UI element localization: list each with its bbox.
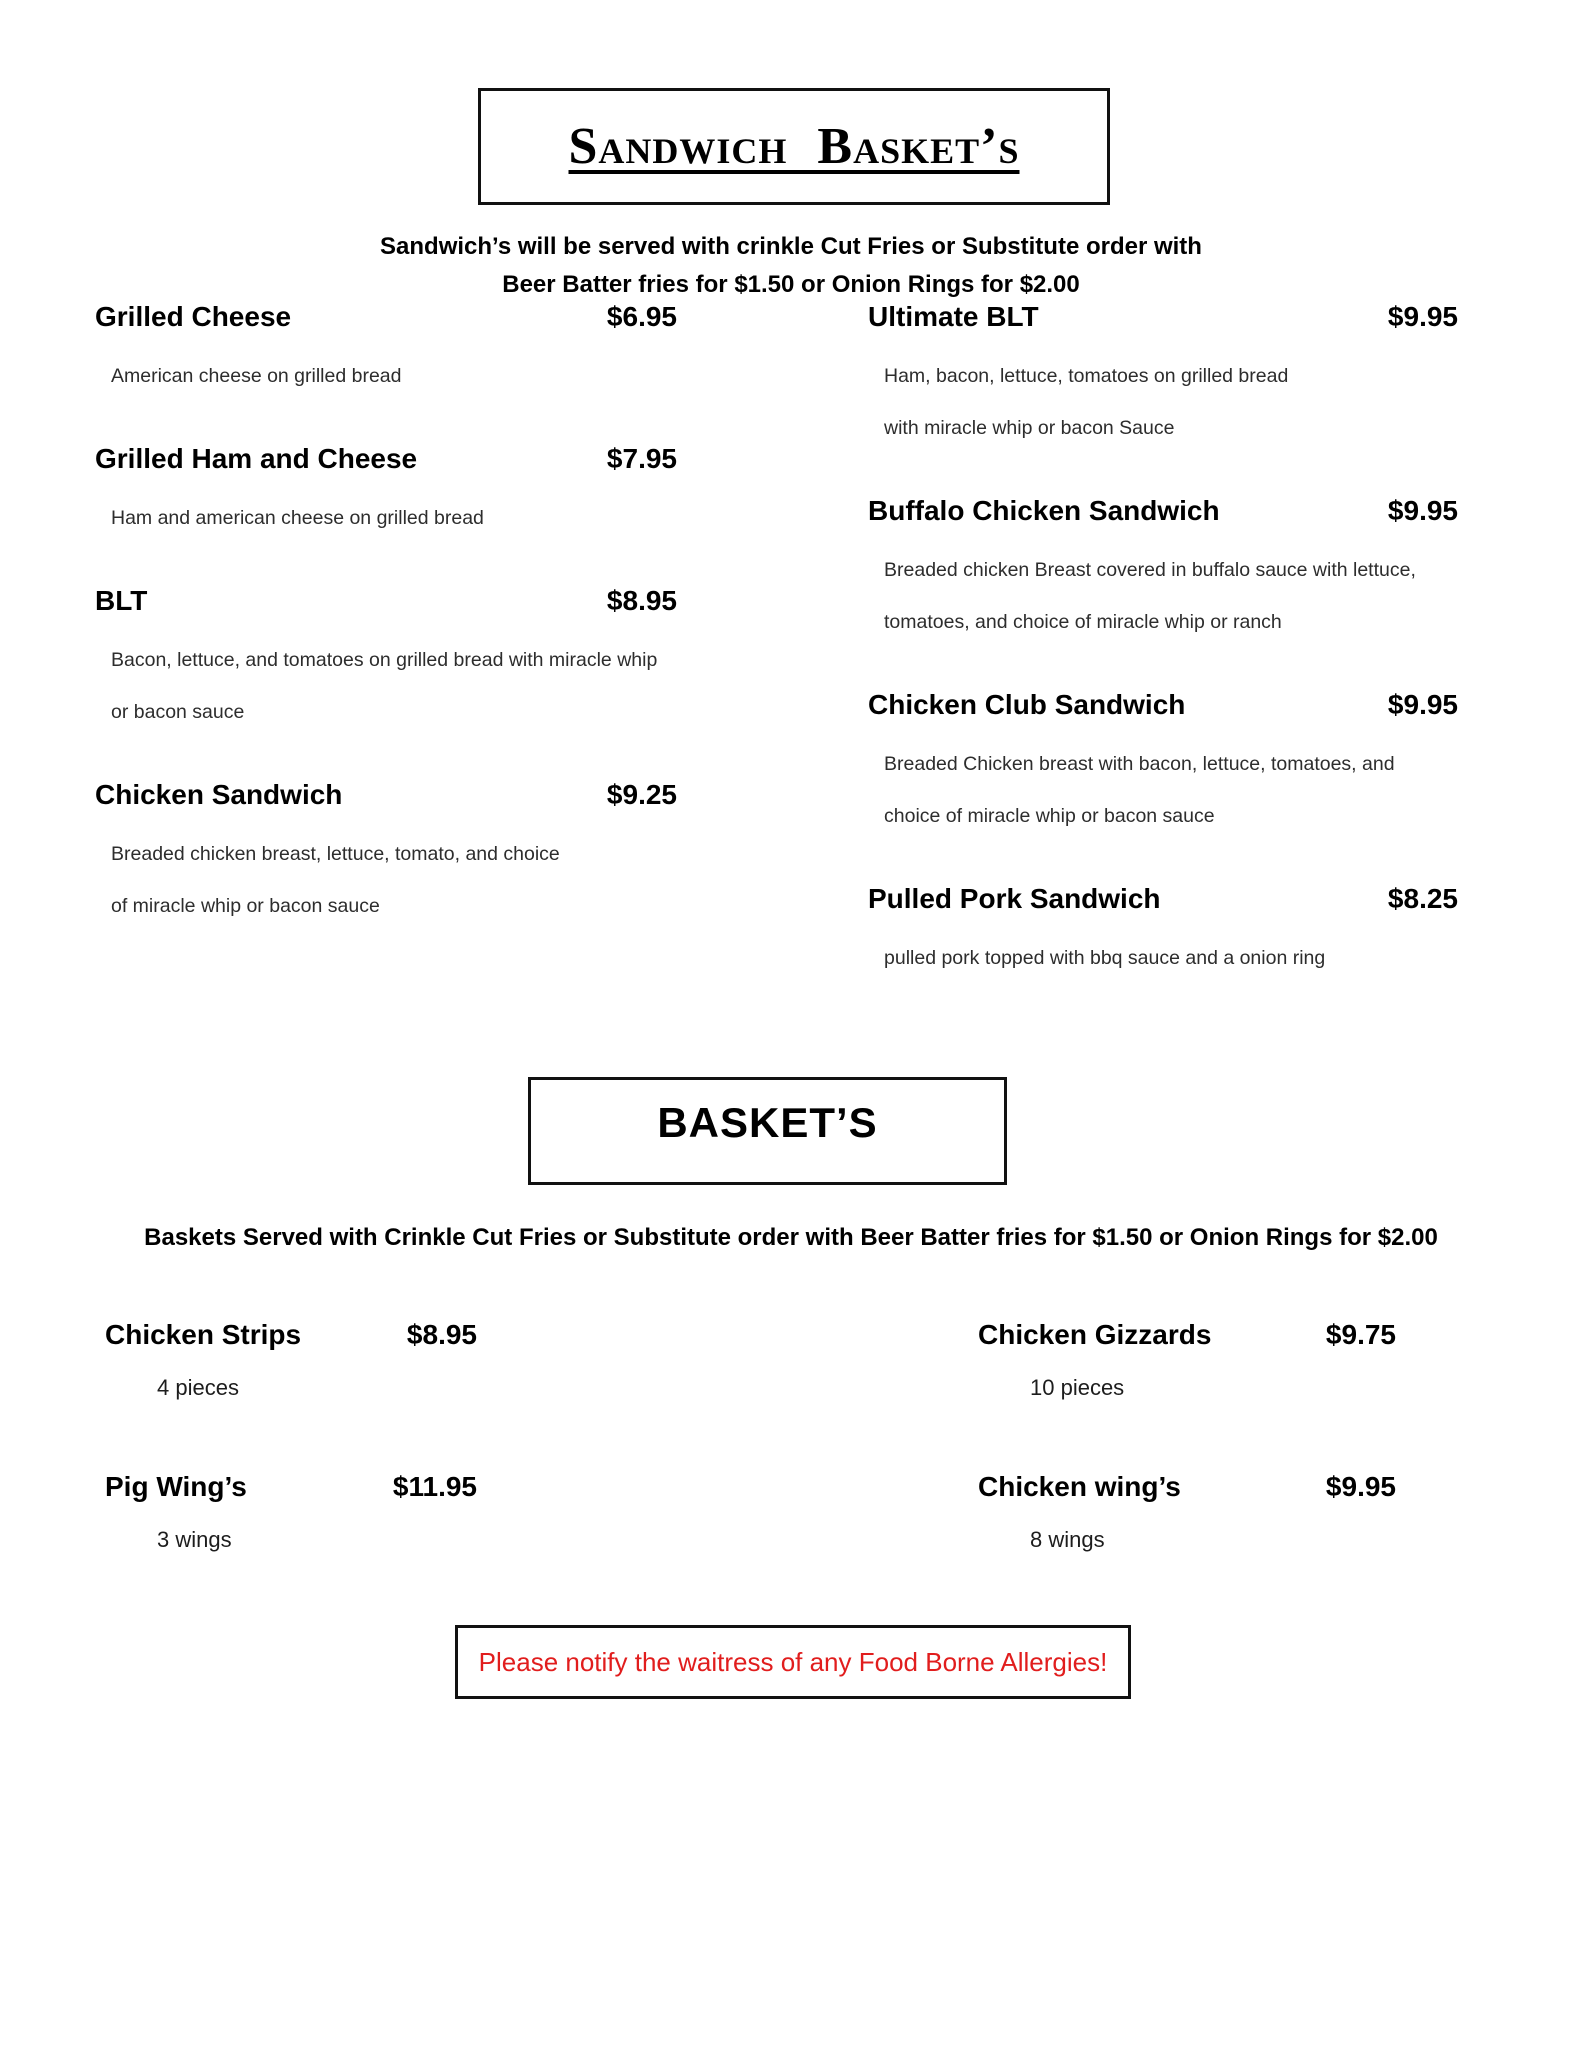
item-description: [95, 828, 677, 932]
item-name: Chicken Club Sandwich: [868, 689, 1186, 720]
menu-item-grilled-ham-and-cheese: [95, 442, 677, 544]
sandwich-column-left: [95, 300, 677, 972]
item-description: [868, 738, 1458, 842]
sandwich-column-right: [868, 300, 1458, 1024]
item-description-line: Breaded chicken Breast covered in buffalo sauce with lettuce,: [884, 559, 1416, 581]
item-price: $9.25: [606, 779, 677, 810]
item-price: $9.75: [1325, 1319, 1396, 1350]
item-description-line: tomatoes, and choice of miracle whip or ranch: [884, 611, 1282, 633]
item-description-line: Breaded chicken breast, lettuce, tomato, and choice: [111, 843, 560, 865]
item-price: $9.95: [1387, 689, 1458, 720]
item-description-line: Ham, bacon, lettuce, tomatoes on grilled bread: [884, 365, 1289, 387]
item-name: Chicken Gizzards: [978, 1319, 1212, 1350]
menu-item-blt: [95, 584, 677, 738]
basket-item-chicken-gizzards: [978, 1318, 1396, 1402]
menu-item-chicken-club-sandwich: [868, 688, 1458, 842]
item-name: Pig Wing’s: [105, 1471, 247, 1502]
item-description-line: pulled pork topped with bbq sauce and a onion ring: [884, 947, 1326, 969]
baskets-section-note: Baskets Served with Crinkle Cut Fries or Substitute order with Beer Batter fries for $1.50 or Onion Rings for $2.00: [144, 1224, 1438, 1251]
page-title: Sandwich Basket’s: [568, 118, 1020, 175]
item-price: $9.95: [1387, 495, 1458, 526]
item-name: Buffalo Chicken Sandwich: [868, 495, 1220, 526]
item-name: Chicken wing’s: [978, 1471, 1181, 1502]
item-portion: 10 pieces: [1030, 1375, 1125, 1400]
item-portion: 3 wings: [157, 1527, 232, 1552]
sandwich-note-line-2: Beer Batter fries for $1.50 or Onion Rings for $2.00: [502, 271, 1080, 298]
sandwich-baskets-title-box: [478, 88, 1110, 205]
basket-item-pig-wings: [105, 1470, 477, 1554]
menu-item-ultimate-blt: [868, 300, 1458, 454]
item-price: $6.95: [606, 301, 677, 332]
sandwich-note-line-1: Sandwich’s will be served with crinkle Cut Fries or Substitute order with: [380, 233, 1202, 260]
menu-item-buffalo-chicken-sandwich: [868, 494, 1458, 648]
item-description-line: with miracle whip or bacon Sauce: [884, 417, 1175, 439]
item-description: [95, 634, 677, 738]
item-description: [95, 492, 677, 544]
item-name: Pulled Pork Sandwich: [868, 883, 1161, 914]
menu-item-grilled-cheese: [95, 300, 677, 402]
item-description-line: of miracle whip or bacon sauce: [111, 895, 380, 917]
item-name: BLT: [95, 585, 148, 616]
item-name: Chicken Strips: [105, 1319, 302, 1350]
item-description: [868, 544, 1458, 648]
item-name: Ultimate BLT: [868, 301, 1039, 332]
item-name: Grilled Cheese: [95, 301, 292, 332]
item-price: $8.95: [406, 1319, 477, 1350]
menu-item-pulled-pork-sandwich: [868, 882, 1458, 984]
basket-column-left: [105, 1318, 477, 1622]
item-description: [868, 932, 1458, 984]
item-portion: 4 pieces: [157, 1375, 239, 1400]
item-price: $8.25: [1387, 883, 1458, 914]
baskets-title-box: [528, 1077, 1007, 1185]
item-description-line: Breaded Chicken breast with bacon, lettuce, tomatoes, and: [884, 753, 1395, 775]
item-description: [868, 350, 1458, 454]
item-price: $7.95: [606, 443, 677, 474]
basket-item-chicken-strips: [105, 1318, 477, 1402]
item-description-line: Bacon, lettuce, and tomatoes on grilled bread with miracle whip: [111, 649, 658, 671]
item-price: $9.95: [1387, 301, 1458, 332]
item-description-line: American cheese on grilled bread: [111, 365, 402, 387]
basket-column-right: [978, 1318, 1396, 1622]
item-description-line: Ham and american cheese on grilled bread: [111, 507, 484, 529]
item-price: $8.95: [606, 585, 677, 616]
item-portion: 8 wings: [1030, 1527, 1105, 1552]
baskets-title: BASKET’S: [657, 1099, 878, 1146]
item-name: Chicken Sandwich: [95, 779, 343, 810]
basket-item-chicken-wings: [978, 1470, 1396, 1554]
item-description-line: or bacon sauce: [111, 701, 245, 723]
sandwich-section-note: [0, 228, 1582, 304]
item-price: $11.95: [392, 1471, 477, 1502]
item-description-line: choice of miracle whip or bacon sauce: [884, 805, 1215, 827]
item-description: [95, 350, 677, 402]
allergy-notice-box: [455, 1625, 1131, 1699]
item-name: Grilled Ham and Cheese: [95, 443, 418, 474]
item-price: $9.95: [1325, 1471, 1396, 1502]
allergy-notice-text: Please notify the waitress of any Food Borne Allergies!: [478, 1646, 1108, 1677]
menu-item-chicken-sandwich: [95, 778, 677, 932]
